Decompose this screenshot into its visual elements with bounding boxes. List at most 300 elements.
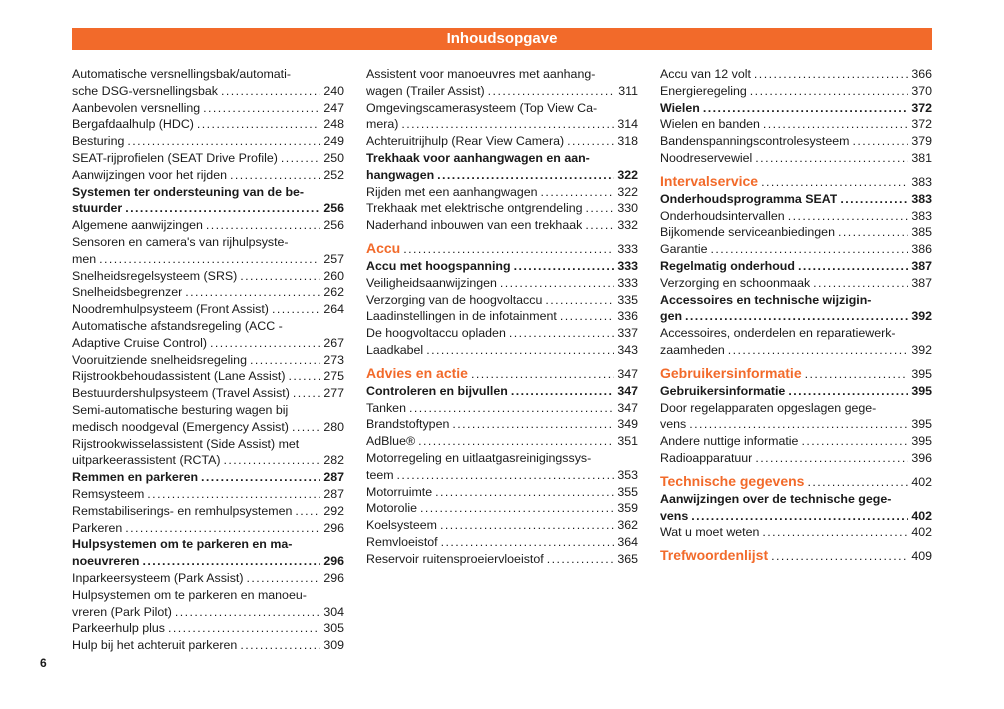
toc-entry-line: Hulpsystemen om te parkeren en ma-	[72, 537, 293, 552]
toc-entry[interactable]	[660, 100, 932, 117]
toc-entry-title: Naderhand inbouwen van een trekhaak	[366, 218, 583, 233]
dot-leader	[435, 484, 614, 501]
toc-entry[interactable]	[72, 637, 344, 654]
dot-leader	[206, 217, 320, 234]
dot-leader	[409, 400, 614, 417]
toc-section-title: Gebruikersinformatie	[660, 364, 802, 381]
dot-leader	[240, 268, 320, 285]
toc-entry-title: Radioapparatuur	[660, 450, 753, 465]
toc-page-number: 392	[911, 342, 932, 357]
dot-leader	[788, 383, 908, 400]
dot-leader	[728, 342, 909, 359]
dot-leader	[754, 66, 908, 83]
dot-leader	[840, 191, 908, 208]
toc-page-number: 370	[911, 83, 932, 98]
toc-entry-title: Remmen en parkeren	[72, 470, 199, 485]
toc-page-number: 349	[617, 417, 638, 432]
toc-entry[interactable]	[660, 275, 932, 292]
dot-leader	[788, 208, 909, 225]
toc-page-number: 379	[911, 134, 932, 149]
toc-page-number: 383	[911, 208, 932, 223]
toc-page-number: 333	[617, 275, 638, 290]
toc-entry[interactable]	[72, 536, 344, 570]
toc-entry[interactable]	[660, 292, 932, 326]
toc-entry-title: Wielen	[660, 100, 700, 115]
toc-entry-line: Motorregeling en uitlaatgasreinigingssys-	[366, 450, 592, 465]
toc-page-number: 256	[323, 201, 344, 216]
toc-entry[interactable]	[660, 150, 932, 167]
toc-entry-title: Trekhaak met elektrische ontgrendeling	[366, 201, 583, 216]
toc-page-number: 287	[323, 486, 344, 501]
toc-entry-title: Reservoir ruitensproeiervloeistof	[366, 551, 544, 566]
toc-section[interactable]	[660, 172, 932, 191]
toc-entry[interactable]	[660, 450, 932, 467]
toc-entry[interactable]	[366, 258, 638, 275]
toc-entry-title: Garantie	[660, 242, 708, 257]
toc-page-number: 337	[617, 326, 638, 341]
toc-entry[interactable]	[660, 191, 932, 208]
toc-entry[interactable]	[72, 520, 344, 537]
toc-page-number: 387	[911, 275, 932, 290]
toc-page-number: 311	[618, 83, 638, 98]
dot-leader	[281, 150, 320, 167]
dot-leader	[203, 100, 320, 117]
toc-page-number: 395	[911, 366, 932, 381]
toc-entry-title: Parkeren	[72, 520, 123, 535]
toc-entry[interactable]	[366, 383, 638, 400]
toc-entry-title: Verzorging en schoonmaak	[660, 275, 811, 290]
toc-entry-title: Laadinstellingen in de infotainment	[366, 309, 557, 324]
dot-leader	[509, 325, 614, 342]
toc-entry[interactable]	[366, 433, 638, 450]
toc-entry-line: Systemen ter ondersteuning van de be-	[72, 184, 305, 199]
toc-entry-title: Wat u moet weten	[660, 525, 760, 540]
toc-header: Inhoudsopgave	[72, 28, 932, 50]
toc-page-number: 343	[617, 342, 638, 357]
toc-entry-line: Assistent voor manoeuvres met aanhang-	[366, 67, 596, 81]
dot-leader	[221, 83, 320, 100]
dot-leader	[514, 258, 615, 275]
toc-entry-title: Accu van 12 volt	[660, 67, 751, 81]
dot-leader	[798, 258, 908, 275]
dot-leader	[545, 292, 614, 309]
toc-page-number: 305	[323, 621, 344, 636]
dot-leader	[750, 83, 909, 100]
toc-page-number: 260	[323, 268, 344, 283]
dot-leader	[711, 241, 909, 258]
dot-leader	[142, 553, 320, 570]
dot-leader	[488, 83, 616, 100]
dot-leader	[801, 433, 908, 450]
toc-entry-title: uitparkeerassistent (RCTA)	[72, 453, 221, 468]
dot-leader	[289, 368, 321, 385]
toc-page-number: 256	[323, 218, 344, 233]
dot-leader	[401, 116, 614, 133]
toc-page-number: 402	[911, 525, 932, 540]
dot-leader	[426, 342, 614, 359]
toc-entry-title: Noodreservewiel	[660, 150, 753, 165]
toc-page-number: 248	[323, 117, 344, 132]
dot-leader	[807, 473, 908, 491]
toc-entry-line: Rijstrookwisselassistent (Side Assist) met	[72, 436, 300, 451]
toc-entry[interactable]	[366, 217, 638, 234]
toc-page-number: 395	[911, 434, 932, 449]
toc-page-number: 392	[911, 309, 932, 324]
toc-entry-title: teem	[366, 467, 394, 482]
toc-entry-title: sche DSG-versnellingsbak	[72, 83, 218, 98]
dot-leader	[240, 637, 320, 654]
dot-leader	[471, 365, 614, 383]
toc-entry-title: Motorruimte	[366, 484, 433, 499]
toc-entry-title: Remsysteem	[72, 486, 145, 501]
toc-entry-title: Remvloeistof	[366, 534, 438, 549]
toc-entry-title: SEAT-rijprofielen (SEAT Drive Profile)	[72, 150, 278, 165]
toc-page-number: 287	[323, 470, 344, 485]
toc-page-number: 240	[323, 83, 344, 98]
toc-section[interactable]	[366, 239, 638, 258]
dot-leader	[295, 503, 320, 520]
toc-entry[interactable]	[72, 486, 344, 503]
toc-column-3	[660, 66, 932, 565]
toc-section[interactable]	[660, 472, 932, 491]
toc-entry[interactable]	[660, 258, 932, 275]
toc-section[interactable]	[660, 364, 932, 383]
dot-leader	[125, 200, 320, 217]
toc-page-number: 275	[323, 369, 344, 384]
toc-entry[interactable]	[660, 83, 932, 100]
toc-entry-title: vreren (Park Pilot)	[72, 604, 172, 619]
toc-entry[interactable]	[366, 100, 638, 134]
toc-entry-title: Algemene aanwijzingen	[72, 218, 203, 233]
dot-leader	[762, 524, 908, 541]
toc-entry-title: Remstabiliserings- en remhulpsystemen	[72, 503, 293, 518]
toc-page-number: 267	[323, 335, 344, 350]
dot-leader	[168, 620, 320, 637]
dot-leader	[397, 467, 615, 484]
toc-entry[interactable]	[72, 436, 344, 470]
toc-page-number: 381	[911, 150, 932, 165]
dot-leader	[99, 251, 320, 268]
dot-leader	[437, 167, 614, 184]
toc-page-number: 336	[617, 309, 638, 324]
dot-leader	[838, 224, 908, 241]
dot-leader	[585, 217, 614, 234]
toc-entry-line: Accessoires, onderdelen en reparatiewerk-	[660, 326, 896, 341]
toc-entry[interactable]	[72, 133, 344, 150]
toc-entry[interactable]	[660, 400, 932, 434]
toc-entry-title: De hoogvoltaccu opladen	[366, 326, 506, 341]
toc-page-number: 309	[323, 638, 344, 653]
toc-page-number: 402	[911, 508, 932, 523]
toc-entry[interactable]	[366, 184, 638, 201]
toc-entry-title: Bergafdaalhulp (HDC)	[72, 117, 194, 132]
toc-page-number: 296	[323, 570, 344, 585]
dot-leader	[547, 551, 615, 568]
toc-entry-title: Veiligheidsaanwijzingen	[366, 275, 497, 290]
toc-page-number: 330	[617, 201, 638, 216]
toc-entry[interactable]	[366, 416, 638, 433]
toc-entry[interactable]	[72, 217, 344, 234]
toc-entry-title: mera)	[366, 117, 399, 132]
dot-leader	[292, 419, 320, 436]
toc-entry-title: men	[72, 251, 97, 266]
toc-page-number: 304	[323, 604, 344, 619]
toc-page-number: 364	[617, 534, 638, 549]
toc-entry-title: zaamheden	[660, 342, 725, 357]
toc-entry-line: Sensoren en camera's van rijhulpsyste-	[72, 234, 289, 249]
toc-entry-line: Omgevingscamerasysteem (Top View Ca-	[366, 100, 598, 115]
toc-entry-title: noeuvreren	[72, 554, 140, 569]
toc-entry-title: Onderhoudsintervallen	[660, 208, 785, 223]
toc-page-number: 280	[323, 419, 344, 434]
dot-leader	[452, 416, 614, 433]
toc-entry-title: Aanwijzingen voor het rijden	[72, 167, 227, 182]
toc-entry[interactable]	[72, 150, 344, 167]
toc-entry-title: Hulp bij het achteruit parkeren	[72, 638, 238, 653]
dot-leader	[420, 500, 614, 517]
toc-page-number: 252	[323, 167, 344, 182]
toc-page-number: 409	[911, 549, 932, 564]
toc-page-number: 292	[323, 503, 344, 518]
toc-entry[interactable]	[72, 268, 344, 285]
toc-entry-title: Andere nuttige informatie	[660, 434, 799, 449]
dot-leader	[703, 100, 908, 117]
dot-leader	[441, 534, 615, 551]
toc-entry-title: Vooruitziende snelheidsregeling	[72, 352, 247, 367]
toc-page-number: 386	[911, 242, 932, 257]
toc-section-title: Technische gegevens	[660, 472, 805, 489]
toc-page-number: 347	[617, 400, 638, 415]
toc-entry[interactable]	[72, 66, 344, 100]
toc-entry-title: Controleren en bijvullen	[366, 383, 508, 398]
toc-entry[interactable]	[660, 524, 932, 541]
toc-entry[interactable]	[366, 66, 638, 100]
toc-section[interactable]	[660, 546, 932, 565]
toc-entry[interactable]	[660, 224, 932, 241]
dot-leader	[210, 335, 320, 352]
toc-page-number: 366	[911, 67, 932, 81]
toc-entry-title: Motorolie	[366, 501, 417, 516]
toc-page-number: 333	[617, 241, 638, 256]
toc-entry[interactable]	[366, 342, 638, 359]
toc-page-number: 332	[617, 218, 638, 233]
toc-entry[interactable]	[366, 150, 638, 184]
toc-page-number: 355	[617, 484, 638, 499]
toc-entry[interactable]	[72, 100, 344, 117]
toc-entry[interactable]	[72, 116, 344, 133]
toc-entry[interactable]	[72, 234, 344, 268]
toc-entry[interactable]	[660, 133, 932, 150]
toc-entry-title: Bestuurdershulpsysteem (Travel Assist)	[72, 386, 290, 401]
toc-entry[interactable]	[366, 133, 638, 150]
dot-leader	[761, 173, 908, 191]
toc-entry[interactable]	[660, 433, 932, 450]
toc-page-number: 387	[911, 258, 932, 273]
toc-page-number: 372	[911, 100, 932, 115]
dot-leader	[771, 547, 908, 565]
toc-entry[interactable]	[72, 368, 344, 385]
toc-entry[interactable]	[366, 275, 638, 292]
toc-entry[interactable]	[660, 383, 932, 400]
toc-page-number: 396	[911, 450, 932, 465]
toc-entry-title: stuurder	[72, 201, 123, 216]
toc-section[interactable]	[366, 364, 638, 383]
toc-page-number: 353	[617, 467, 638, 482]
dot-leader	[691, 508, 908, 525]
toc-entry-line: Aanwijzingen over de technische gege-	[660, 491, 892, 506]
dot-leader	[125, 520, 320, 537]
toc-page-number: 385	[911, 225, 932, 240]
toc-entry[interactable]	[72, 620, 344, 637]
toc-column-2	[366, 66, 638, 568]
toc-entry-line: Hulpsystemen om te parkeren en manoeu-	[72, 587, 307, 602]
toc-entry-title: wagen (Trailer Assist)	[366, 83, 485, 98]
toc-page-number: 333	[617, 258, 638, 273]
dot-leader	[560, 308, 614, 325]
toc-entry[interactable]	[72, 587, 344, 621]
toc-section-title: Trefwoordenlijst	[660, 547, 769, 564]
toc-entry-title: Gebruikersinformatie	[660, 383, 786, 398]
toc-entry-title: Besturing	[72, 134, 125, 149]
toc-entry[interactable]	[72, 402, 344, 436]
toc-entry[interactable]	[660, 116, 932, 133]
dot-leader	[755, 150, 908, 167]
toc-entry[interactable]	[72, 167, 344, 184]
toc-entry[interactable]	[366, 450, 638, 484]
toc-entry[interactable]	[72, 469, 344, 486]
toc-entry[interactable]	[72, 352, 344, 369]
toc-entry[interactable]	[660, 208, 932, 225]
toc-entry-title: Achteruitrijhulp (Rear View Camera)	[366, 134, 565, 149]
dot-leader	[224, 452, 321, 469]
toc-entry[interactable]	[366, 308, 638, 325]
toc-entry-title: Snelheidsregelsysteem (SRS)	[72, 268, 238, 283]
toc-page-number: 383	[911, 191, 932, 206]
toc-entry-title: Bijkomende serviceanbiedingen	[660, 225, 835, 240]
toc-entry[interactable]	[366, 292, 638, 309]
toc-entry[interactable]	[366, 325, 638, 342]
toc-entry[interactable]	[366, 551, 638, 568]
dot-leader	[147, 486, 320, 503]
toc-page-number: 314	[617, 117, 638, 132]
dot-leader	[127, 133, 320, 150]
toc-entry[interactable]	[72, 503, 344, 520]
toc-entry[interactable]	[660, 325, 932, 359]
toc-entry[interactable]	[72, 184, 344, 218]
toc-page-number: 383	[911, 174, 932, 189]
dot-leader	[511, 383, 614, 400]
toc-page-number: 257	[323, 251, 344, 266]
toc-entry-line: Accessoires en technische wijzigin-	[660, 292, 872, 307]
toc-entry-title: Aanbevolen versnelling	[72, 100, 201, 115]
toc-entry[interactable]	[660, 241, 932, 258]
toc-entry-line: Automatische afstandsregeling (ACC -	[72, 318, 283, 333]
dot-leader	[201, 469, 320, 486]
toc-entry[interactable]	[366, 484, 638, 501]
toc-entry[interactable]	[660, 66, 932, 83]
toc-page-number: 262	[323, 285, 344, 300]
toc-entry-title: hangwagen	[366, 167, 435, 182]
toc-page-number: 273	[323, 352, 344, 367]
toc-page-number: 264	[323, 302, 344, 317]
toc-entry-title: medisch noodgeval (Emergency Assist)	[72, 419, 289, 434]
dot-leader	[250, 352, 320, 369]
toc-entry-title: Energieregeling	[660, 83, 747, 98]
toc-page-number: 365	[617, 551, 638, 566]
toc-entry-title: AdBlue®	[366, 434, 416, 449]
toc-entry[interactable]	[366, 534, 638, 551]
toc-page-number: 335	[617, 292, 638, 307]
toc-entry-line: Door regelapparaten opgeslagen gege-	[660, 400, 877, 415]
toc-entry-title: Parkeerhulp plus	[72, 621, 165, 636]
dot-leader	[197, 116, 320, 133]
toc-entry[interactable]	[366, 500, 638, 517]
toc-entry-title: Onderhoudsprogramma SEAT	[660, 191, 838, 206]
toc-entry-title: Adaptive Cruise Control)	[72, 335, 207, 350]
dot-leader	[272, 301, 320, 318]
dot-leader	[185, 284, 320, 301]
toc-entry-title: Bandenspanningscontrolesysteem	[660, 134, 850, 149]
toc-page-number: 247	[323, 100, 344, 115]
toc-entry-title: vens	[660, 508, 689, 523]
toc-page-number: 322	[617, 167, 638, 182]
toc-entry[interactable]	[366, 517, 638, 534]
dot-leader	[852, 133, 908, 150]
toc-section-title: Intervalservice	[660, 172, 759, 189]
toc-page-number: 372	[911, 117, 932, 132]
toc-entry-title: vens	[660, 417, 687, 432]
dot-leader	[586, 200, 615, 217]
toc-entry-title: Inparkeersysteem (Park Assist)	[72, 570, 244, 585]
toc-entry[interactable]	[72, 570, 344, 587]
dot-leader	[763, 116, 908, 133]
toc-entry[interactable]	[366, 200, 638, 217]
dot-leader	[500, 275, 614, 292]
toc-page-number: 347	[617, 383, 638, 398]
dot-leader	[685, 308, 908, 325]
toc-entry-line: Trekhaak voor aanhangwagen en aan-	[366, 150, 590, 165]
toc-page-number: 322	[617, 184, 638, 199]
toc-page-number: 402	[911, 474, 932, 489]
toc-entry-title: Rijden met een aanhangwagen	[366, 184, 538, 199]
toc-entry-title: Rijstrookbehoudassistent (Lane Assist)	[72, 369, 286, 384]
toc-entry[interactable]	[366, 400, 638, 417]
toc-page-number: 296	[323, 520, 344, 535]
dot-leader	[755, 450, 908, 467]
dot-leader	[175, 604, 320, 621]
dot-leader	[541, 184, 615, 201]
dot-leader	[246, 570, 320, 587]
toc-page-number: 362	[617, 518, 638, 533]
toc-page-number: 359	[617, 501, 638, 516]
toc-entry-title: Accu met hoogspanning	[366, 258, 511, 273]
toc-column-1	[72, 66, 344, 654]
dot-leader	[689, 416, 908, 433]
toc-page-number: 250	[323, 150, 344, 165]
toc-entry[interactable]	[660, 491, 932, 525]
toc-entry-title: Tanken	[366, 400, 406, 415]
toc-entry-title: Laadkabel	[366, 342, 424, 357]
toc-entry[interactable]	[72, 318, 344, 352]
dot-leader	[418, 433, 614, 450]
toc-entry-line: Automatische versnellingsbak/automati-	[72, 67, 292, 81]
toc-entry-title: Snelheidsbegrenzer	[72, 285, 183, 300]
toc-entry-title: Brandstoftypen	[366, 417, 450, 432]
toc-entry[interactable]	[72, 284, 344, 301]
toc-section-title: Advies en actie	[366, 364, 468, 381]
toc-entry[interactable]	[72, 301, 344, 318]
toc-entry[interactable]	[72, 385, 344, 402]
